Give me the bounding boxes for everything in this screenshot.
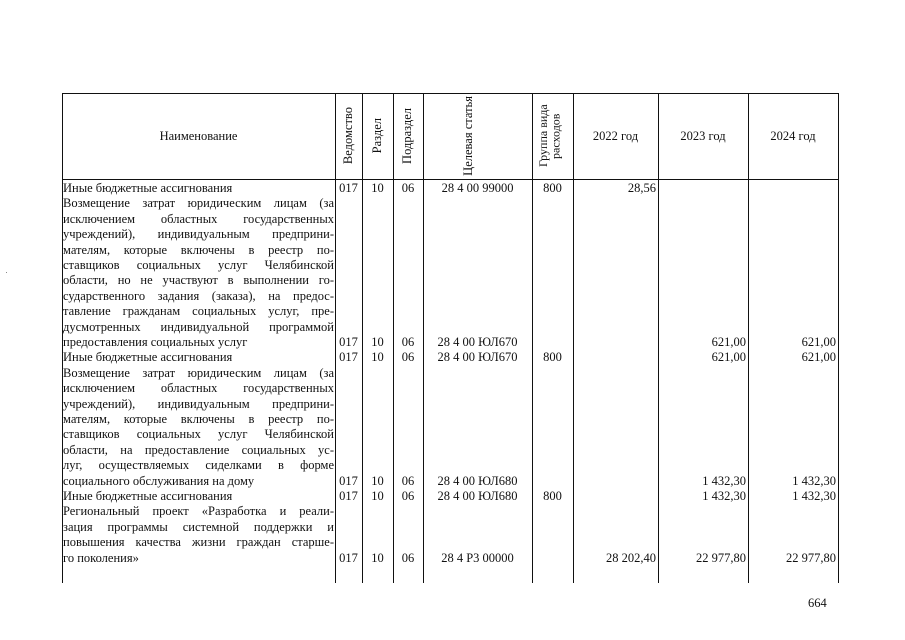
header-vedomstvo <box>335 93 362 179</box>
cell-y2023: 621,00 <box>711 350 746 365</box>
cell-pod: 06 <box>401 550 415 565</box>
cell-pod: 06 <box>401 489 415 503</box>
row-name <box>62 196 334 350</box>
cell-raz: 10 <box>371 489 384 503</box>
cell-gvr: 800 <box>543 350 562 365</box>
cell-y2023: 1 432,30 <box>702 473 746 488</box>
cell-y2024: 621,00 <box>801 335 836 349</box>
cell-ved: 017 <box>339 550 358 565</box>
cell-y2024: 22 977,80 <box>786 550 836 565</box>
row-name-line: ставщиков социальных услуг Челябинской <box>63 427 334 442</box>
header-target-text: Целевая статья <box>460 96 475 176</box>
cell-gvr <box>532 551 573 566</box>
cell-raz: 10 <box>371 181 384 195</box>
row-name-line: предоставления социальных услуг <box>63 334 248 349</box>
header-group-text: Группа вида расходов <box>535 104 563 168</box>
cell-ved: 017 <box>339 181 358 195</box>
row-name-line: Иные бюджетные ассигнования <box>63 181 233 195</box>
row-name-line: луг, осуществляемых сиделками в форме <box>63 458 334 473</box>
cell-y2023: 22 977,80 <box>696 550 746 565</box>
row-name-line: Иные бюджетные ассигнования <box>63 350 233 365</box>
row-name-line: исключением областных государственных <box>63 211 334 226</box>
header-razdel-text: Раздел <box>369 118 384 154</box>
scan-speck <box>6 272 7 273</box>
header-2022: 2022 год <box>592 128 639 143</box>
cell-cs: 28 4 00 ЮЛ680 <box>437 489 518 503</box>
row-name-line: дусмотренных индивидуальной программой <box>63 319 334 334</box>
row-name-line: учреждений), индивидуальным предприни- <box>63 227 334 242</box>
row-name-line: мателям, которые включены в реестр по- <box>63 411 334 426</box>
cell-raz: 10 <box>371 335 384 349</box>
row-name-line: зация программы системной поддержки и <box>63 519 334 534</box>
col-rule-right <box>838 93 839 583</box>
row-name <box>62 181 334 196</box>
row-name-line: сударственного задания (заказа), на предос- <box>63 288 334 303</box>
cell-pod: 06 <box>401 473 415 488</box>
cell-y2024: 1 432,30 <box>792 489 836 503</box>
header-2023: 2023 год <box>680 128 726 143</box>
header-podrazdel <box>393 93 423 179</box>
row-name-line: социального обслуживания на дому <box>63 473 255 488</box>
header-podrazdel-text: Подраздел <box>400 108 415 164</box>
row-name-line: Возмещение затрат юридическим лицам (за <box>63 196 334 211</box>
row-name-line: Иные бюджетные ассигнования <box>63 489 233 503</box>
header-razdel <box>362 93 393 179</box>
cell-raz: 10 <box>371 550 384 565</box>
cell-cs: 28 4 00 ЮЛ670 <box>437 350 518 365</box>
header-group <box>532 93 573 179</box>
cell-ved: 017 <box>339 473 358 488</box>
header-vedomstvo-text: Ведомство <box>340 107 355 165</box>
row-name-line: ставщиков социальных услуг Челябинской <box>63 257 334 272</box>
cell-y2024: 621,00 <box>801 350 836 365</box>
row-name-line: исключением областных государственных <box>63 381 334 396</box>
cell-cs: 28 4 00 ЮЛ670 <box>437 335 518 349</box>
cell-gvr: 800 <box>543 489 562 503</box>
cell-y2024: 1 432,30 <box>792 473 836 488</box>
cell-y2022: 28 202,40 <box>606 550 656 565</box>
header-target <box>423 93 532 179</box>
cell-raz: 10 <box>371 350 384 365</box>
cell-y2022 <box>573 335 656 350</box>
cell-ved: 017 <box>339 335 358 349</box>
cell-y2022 <box>573 474 656 489</box>
cell-y2022 <box>573 350 656 365</box>
cell-ved: 017 <box>339 489 358 503</box>
header-name: Наименование <box>159 128 238 143</box>
row-name-line: учреждений), индивидуальным предприни- <box>63 396 334 411</box>
row-name-line: Возмещение затрат юридическим лицам (за <box>63 365 334 380</box>
cell-raz: 10 <box>371 473 384 488</box>
row-name <box>62 504 334 566</box>
cell-gvr: 800 <box>543 181 562 195</box>
cell-cs: 28 4 00 99000 <box>441 181 514 195</box>
row-name-line: области, на предоставление социальных ус- <box>63 442 334 457</box>
row-name <box>62 366 334 489</box>
cell-cs: 28 4 P3 00000 <box>441 550 514 565</box>
header-2024: 2024 год <box>770 128 816 143</box>
cell-y2023: 621,00 <box>711 335 746 349</box>
row-name-line: тавление гражданам социальных услуг, пре- <box>63 304 334 319</box>
cell-y2024 <box>748 181 836 196</box>
row-name-line: мателям, которые включены в реестр по- <box>63 242 334 257</box>
row-name-line: го поколения» <box>63 550 139 565</box>
cell-pod: 06 <box>401 350 415 365</box>
cell-pod: 06 <box>401 181 415 195</box>
cell-gvr <box>532 335 573 350</box>
row-name-line: области, но не участвуют в выполнении го- <box>63 273 334 288</box>
cell-y2023 <box>658 181 746 196</box>
header-bottom-border <box>62 179 838 180</box>
row-name <box>62 350 334 365</box>
cell-y2023: 1 432,30 <box>702 489 746 503</box>
cell-ved: 017 <box>339 350 358 365</box>
cell-pod: 06 <box>401 335 415 349</box>
cell-gvr <box>532 474 573 489</box>
cell-y2022: 28,56 <box>627 181 656 195</box>
cell-y2022 <box>573 489 656 504</box>
row-name-line: повышения качества жизни граждан старше- <box>63 535 334 550</box>
row-name-line: Региональный проект «Разработка и реали- <box>63 504 334 519</box>
row-name <box>62 489 334 504</box>
page-number: 664 <box>808 596 827 610</box>
cell-cs: 28 4 00 ЮЛ680 <box>437 473 518 488</box>
